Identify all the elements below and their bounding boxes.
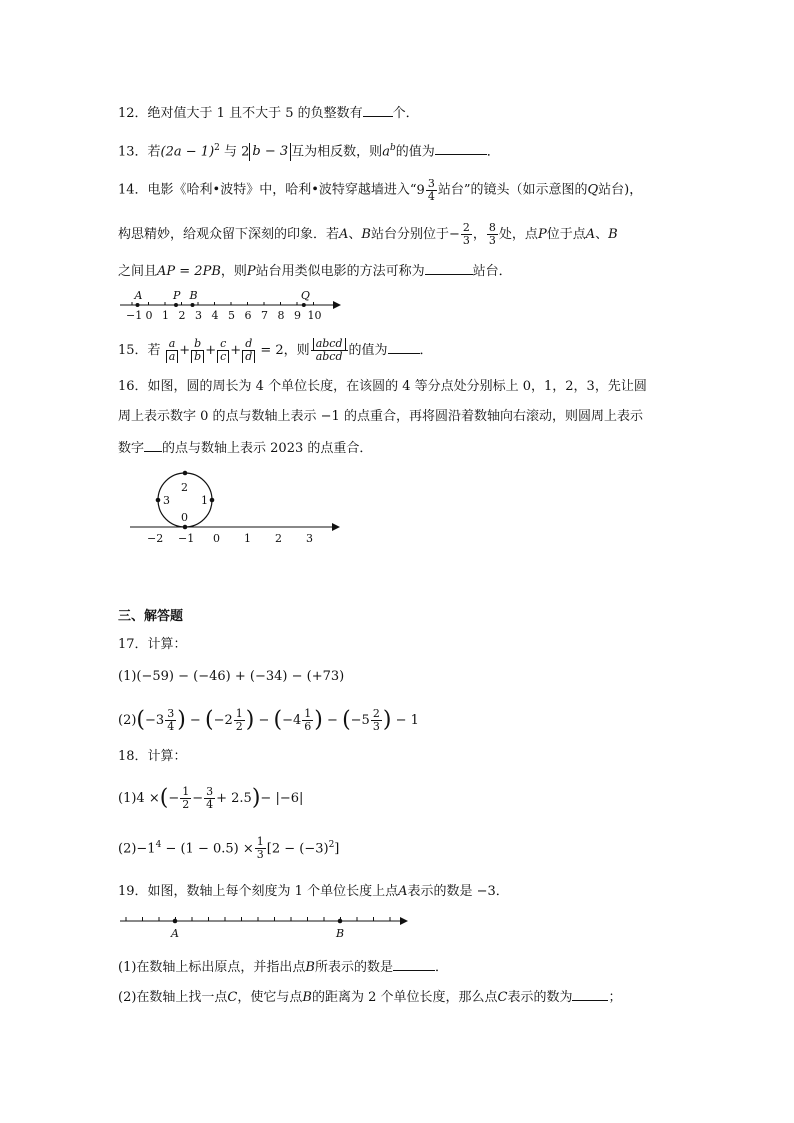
circle-label: 0: [181, 511, 188, 524]
tick-label: −1: [178, 532, 195, 545]
point-b: [191, 303, 195, 307]
question-19-part-2: (2)在数轴上找一点C，使它与点B的距离为 2 个单位长度，那么点C表示的数为 ；: [118, 987, 621, 1007]
point-a: [173, 919, 178, 924]
tick-label: 6: [244, 309, 252, 322]
question-14-line-2: 构思精妙，给观众留下深刻的印象．若A、B站台分别位于− $\frac{2}{3}$ ， $\frac{8}{3}$ 处，点P位于点A、B: [118, 221, 618, 247]
circle-label: 1: [201, 494, 208, 507]
tick-label: 7: [261, 309, 268, 322]
answer-blank[interactable]: [572, 987, 608, 1001]
answer-blank[interactable]: [363, 103, 393, 117]
tick-label: 4: [211, 309, 219, 322]
point-label-b: B: [189, 289, 198, 302]
answer-blank[interactable]: [144, 438, 162, 452]
answer-blank[interactable]: [435, 141, 487, 155]
question-13: 13．若$(2a - 1)^2$ 与 2 b − 3 互为相反数，则$a^b$的值为 ．: [118, 143, 500, 160]
point-label-a: A: [171, 927, 179, 940]
point-label-q: Q: [300, 289, 310, 302]
point-b: [338, 919, 343, 924]
answer-blank[interactable]: [388, 340, 420, 354]
question-19-part-1: (1)在数轴上标出原点，并指出点B所表示的数是 ．: [118, 957, 448, 977]
number-line-q14: [118, 286, 343, 324]
tick-label: 3: [195, 309, 202, 322]
question-16-line-1: 16．如图，圆的周长为 4 个单位长度，在该圆的 4 等分点处分别标上 0，1，2，3，先让圆: [118, 379, 647, 394]
tick-label: 2: [275, 532, 282, 545]
tick-label: 2: [178, 309, 186, 322]
axis-arrow: [333, 301, 341, 309]
section-title: 三、解答题: [118, 609, 184, 624]
question-18-part-2: $(2)-1^4 - (1 - 0.5)$ × $\frac{1}{3}$ $[2 - (-3)^2]$: [118, 835, 340, 862]
axis-arrow: [332, 523, 340, 531]
number-line-q19: [118, 908, 413, 940]
answer-blank[interactable]: [425, 261, 473, 275]
tick-label: −1: [126, 309, 143, 322]
point-label-p: P: [173, 289, 181, 302]
question-16-line-3: 数字 的点与数轴上表示 2023 的点重合．: [118, 438, 372, 458]
circle-point-left: [156, 498, 161, 503]
circle-label: 3: [163, 494, 170, 507]
question-12: 12．绝对值大于 1 且不大于 5 的负整数有 个．: [118, 103, 419, 123]
circle-point-right: [210, 498, 215, 503]
tick-label: 5: [228, 309, 235, 322]
tick-label: 0: [213, 532, 220, 545]
tick-label: 9: [294, 309, 301, 322]
tick-label: 0: [145, 309, 153, 322]
question-17-part-2: (2)(−3 $\frac{3}{4}$ ) − (−2 $\frac{1}{2}$ ) − (−4 $\frac{1}{6}$ ) − (−5 $\frac{2}{3}$ ) − 1: [118, 707, 419, 733]
circle-number-line-q16: [118, 468, 348, 548]
tick-label: 8: [277, 309, 285, 322]
circle-label: 2: [181, 481, 188, 494]
tick-label: 1: [162, 309, 169, 322]
question-14-line-3: 之间且AP = 2PB，则P站台用类似电影的方法可称为 站台．: [118, 261, 512, 281]
point-p: [174, 303, 178, 307]
tick-label: 10: [307, 309, 322, 322]
question-17-part-1: (1)(−59) − (−46) + (−34) − (+73): [118, 669, 345, 684]
question-17-title: 17．计算：: [118, 637, 187, 652]
question-18-title: 18．计算：: [118, 749, 187, 764]
point-a: [136, 303, 140, 307]
tick-label: 3: [306, 532, 313, 545]
question-18-part-1: (1)4 ×(− $\frac{1}{2}$ − $\frac{3}{4}$ + 2.5)− |−6|: [118, 785, 304, 811]
answer-blank[interactable]: [393, 957, 435, 971]
question-14-line-1: 14．电影《哈利•波特》中，哈利•波特穿越墙进入“ 9 $\frac{3}{4}$ 站台”的镜头（如示意图的Q站台)，: [118, 177, 643, 203]
tick-label: −2: [147, 532, 164, 545]
tick-label: 1: [244, 532, 251, 545]
question-15: 15．若 $\frac{a}{a}$ + $\frac{b}{b}$ + $\frac{c}{c}$ + $\frac{d}{d}$ = 2，则 $\frac{\text{abcd}}{\text{abcd}}$ 的值为 ．: [118, 337, 433, 363]
circle-point-top: [183, 471, 188, 476]
mixed-number: 9 $\frac{3}{4}$: [416, 177, 435, 203]
question-16-line-2: 周上表示数字 0 的点与数轴上表示 −1 的点重合，再将圆沿着数轴向右滚动，则圆周上表示: [118, 409, 643, 424]
question-19: 19．如图，数轴上每个刻度为 1 个单位长度上点A表示的数是 −3．: [118, 884, 509, 899]
point-label-a: A: [134, 289, 143, 302]
point-q: [302, 303, 306, 307]
axis-arrow: [400, 917, 408, 925]
point-label-b: B: [336, 927, 345, 940]
